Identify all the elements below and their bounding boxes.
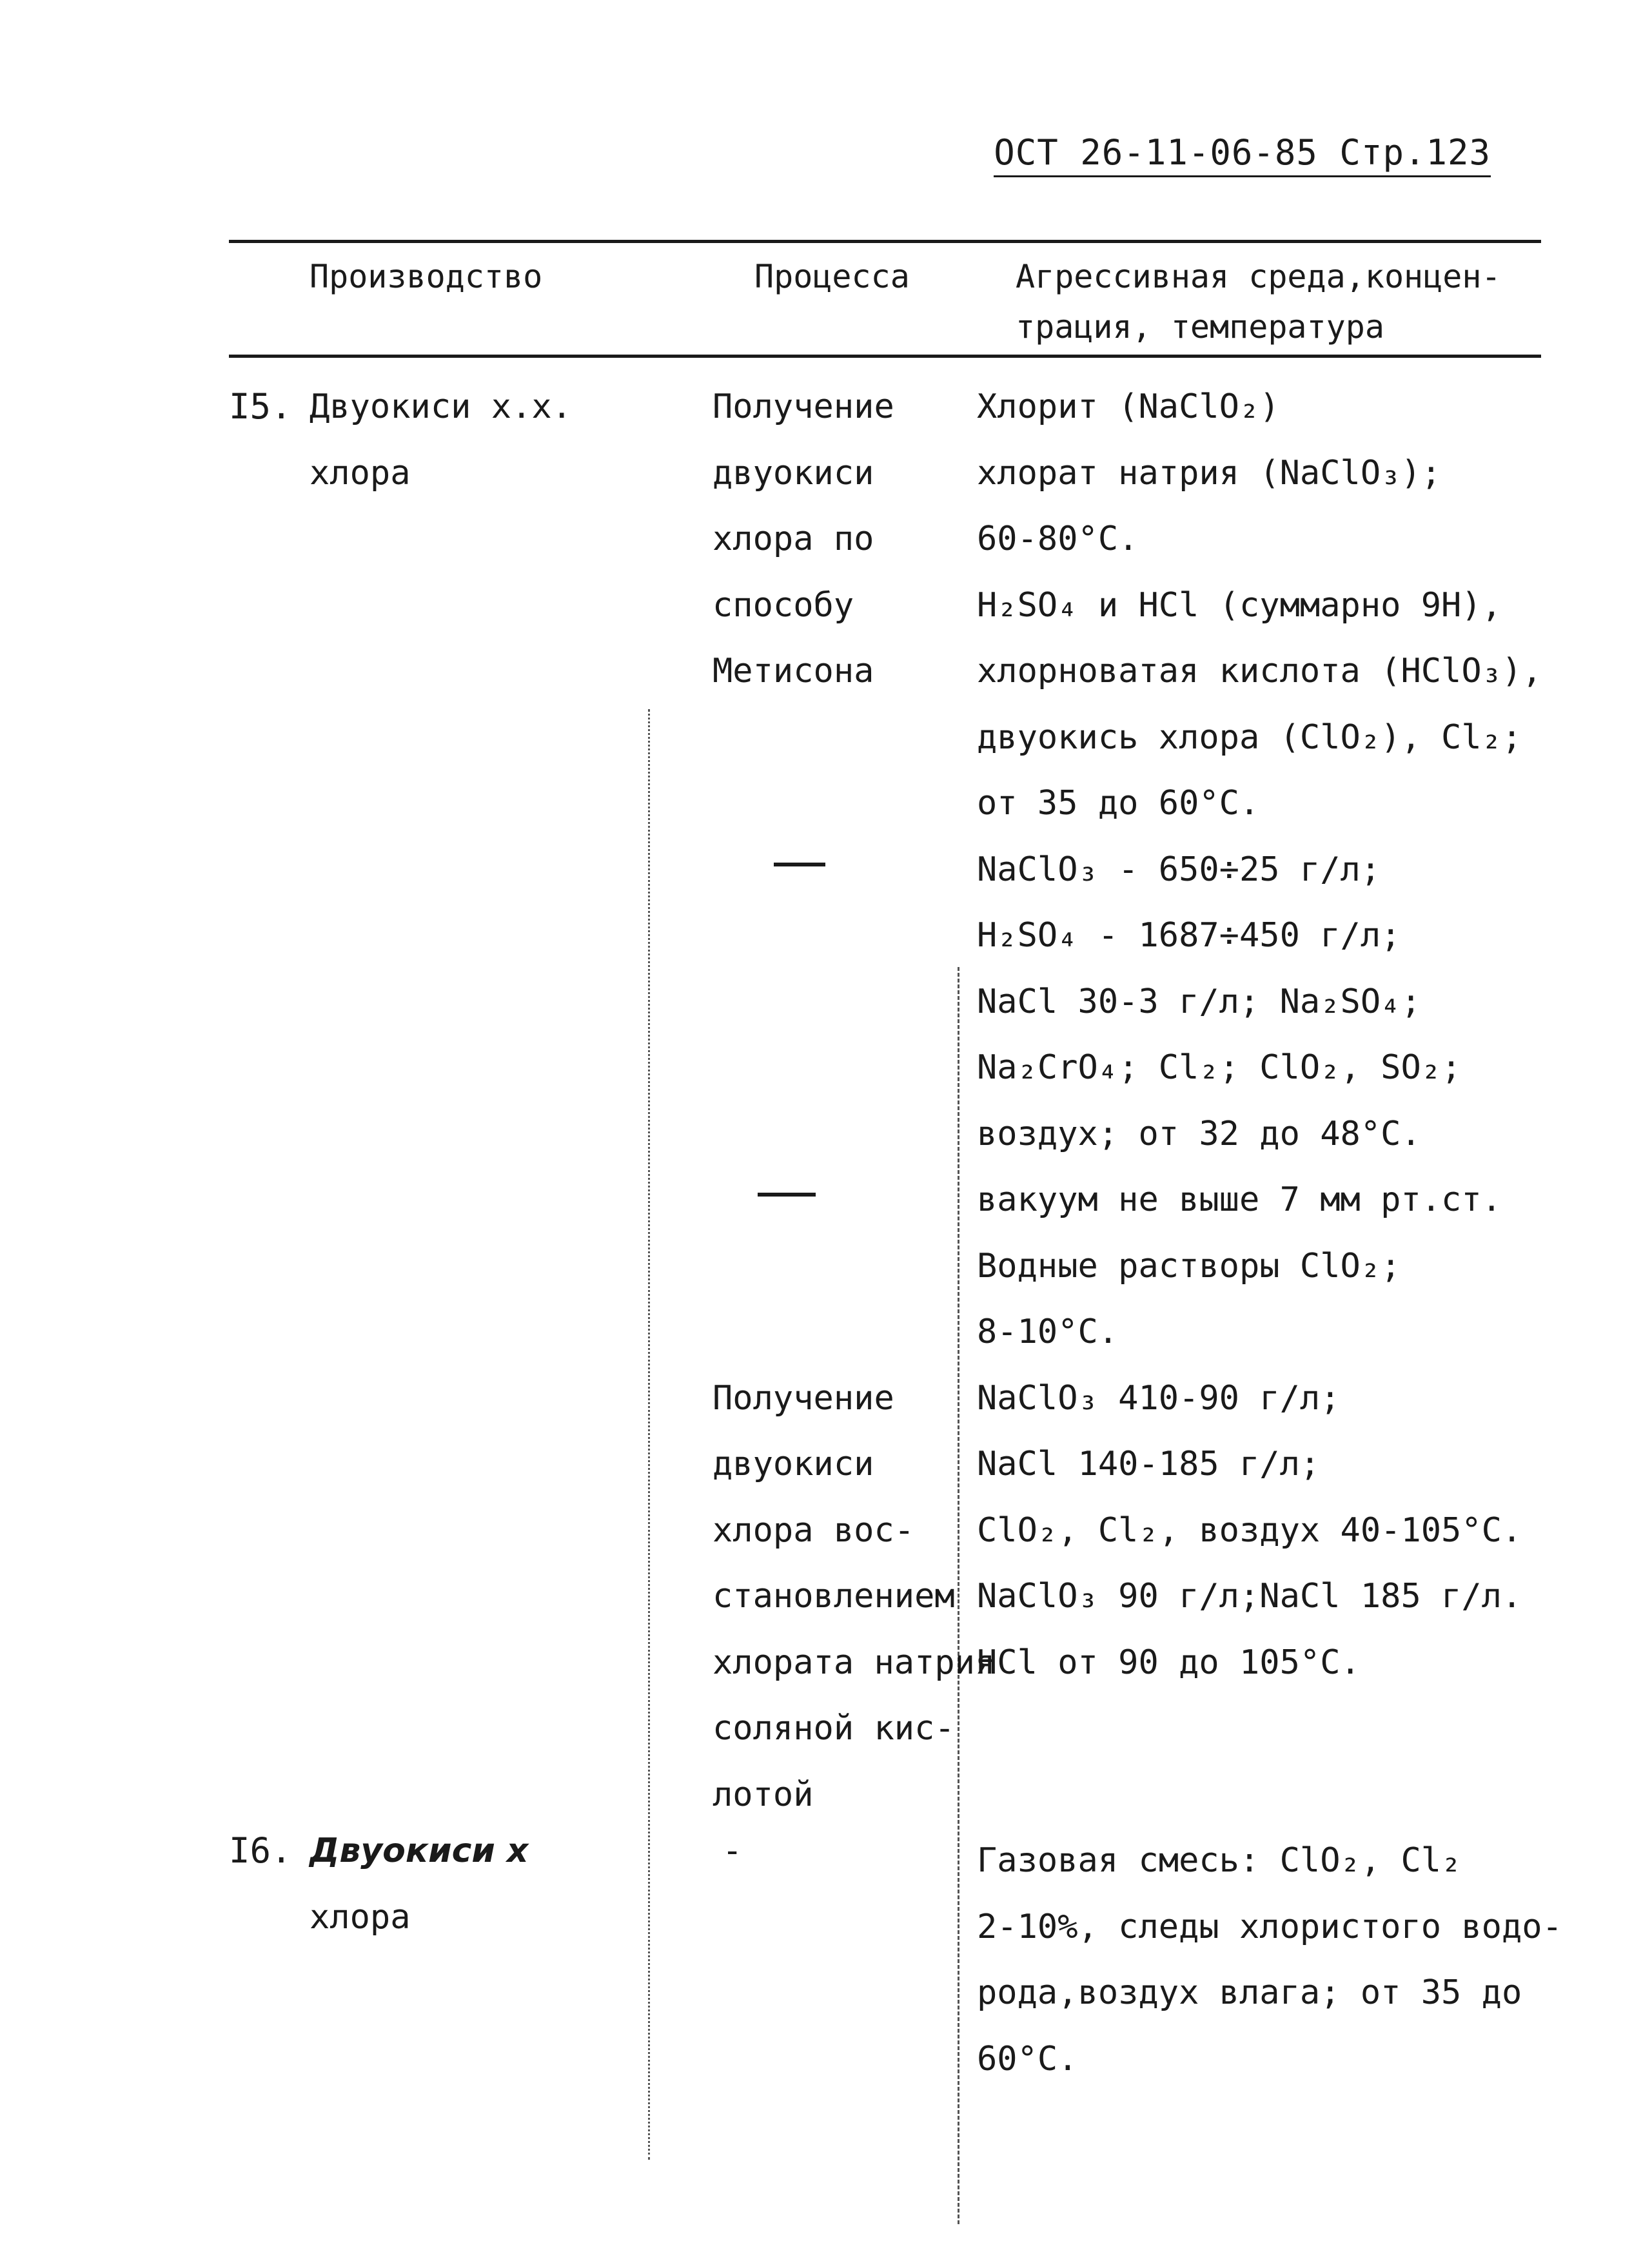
- column-header-aggressive-medium: Агрессивная среда,концен- трация, температура: [1016, 258, 1501, 346]
- row-number: I6.: [229, 1830, 292, 1871]
- column-divider-1: [648, 709, 650, 2160]
- column-header-process: Процесса: [754, 258, 910, 295]
- table-top-rule: [229, 240, 1541, 243]
- process-row16: -: [722, 1832, 743, 1870]
- empty-cell-dash: [758, 1193, 816, 1197]
- row-number: I5.: [229, 386, 292, 427]
- empty-cell-dash: [774, 863, 825, 866]
- production-cell: Двуокиси x хлора: [310, 1832, 529, 1937]
- production-cell: Двуокиси x.x. хлора: [310, 387, 572, 493]
- document-code: ОСТ 26-11-06-85 Стр.123: [994, 132, 1491, 177]
- column-header-production: Производство: [310, 258, 543, 295]
- process-column: Получение двуокиси хлора по способу Метисона Получение двуокиси хлора вос- становлением хлората натрия соляной кис- лотой: [713, 387, 996, 1814]
- table-header-rule: [229, 355, 1541, 358]
- aggressive-medium-column: Хлорит (NaClO₂) хлорат натрия (NaClO₃); 60-80°С. H₂SO₄ и HCl (суммарно 9Н), хлорноватая кислота (HClO₃), двуокись хлора (ClO₂), Cl₂; от 35 до 60°С. NaClO₃ - 650÷25 г/л; H₂SO₄ - 1687÷450 г/л; NaCl 30-3 г/л; Na₂SO₄; Na₂CrO₄; Cl₂; ClO₂, SO₂; воздух; от 32 до 48°С. вакуум не выше 7 мм рт.ст. Водные растворы ClO₂; 8-10°С. NaClO₃ 410-90 г/л; NaCl 140-185 г/л; ClO₂, Cl₂, воздух 40-105°С. NaClO₃ 90 г/л;NaCl 185 г/л. HCl от 90 до 105°С. Газовая смесь: ClO₂, Cl₂ 2-10%, следы хлористого водо- рода,воздух влага; от 35 до 60°С.: [977, 387, 1562, 2078]
